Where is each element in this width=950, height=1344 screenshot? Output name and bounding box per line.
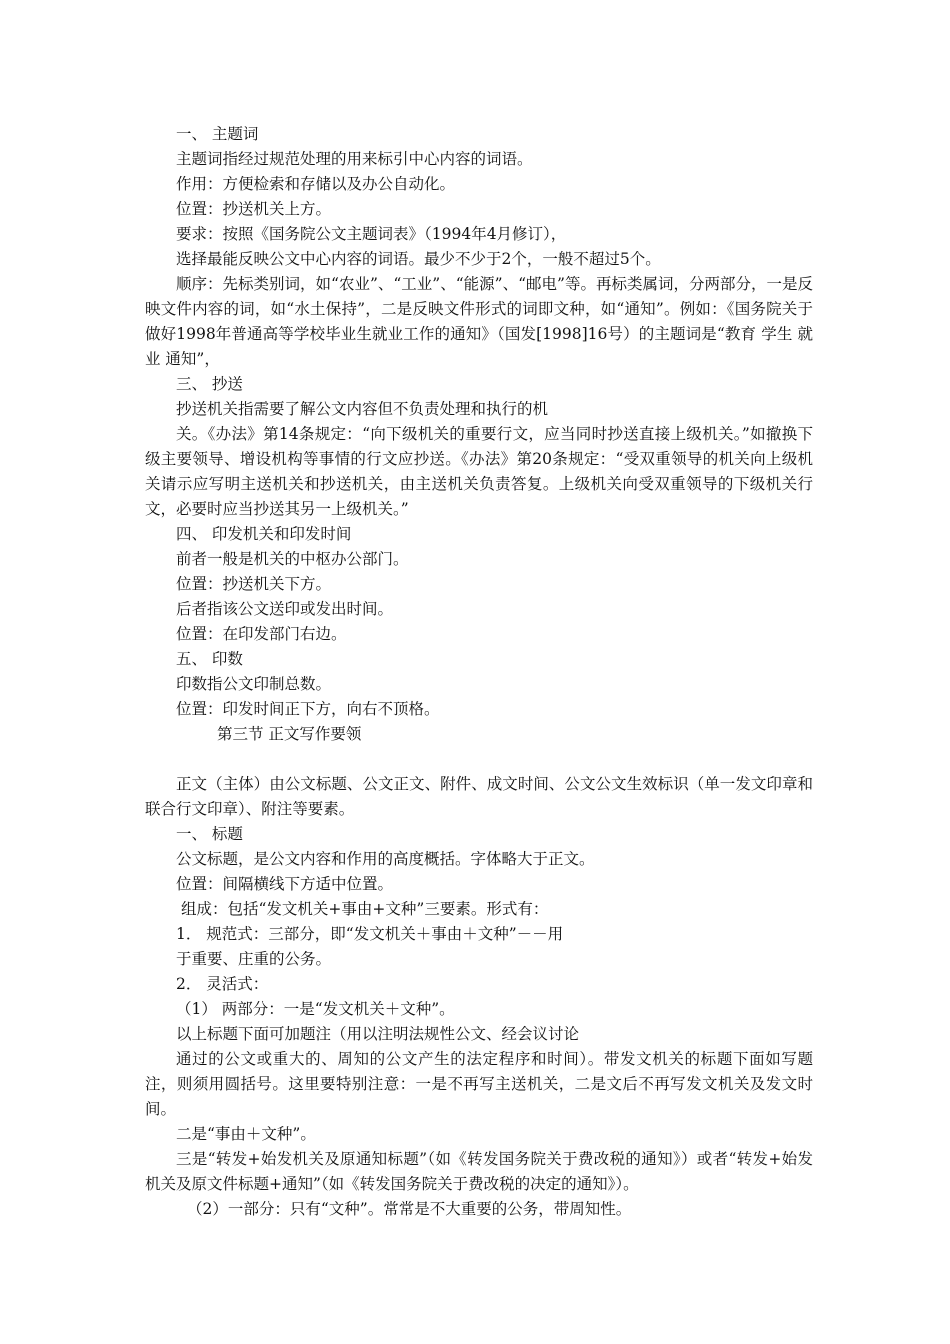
text-line: 于重要、庄重的公务。 xyxy=(176,950,332,968)
text-line: 位置：抄送机关下方。 xyxy=(176,575,332,593)
text-line: 主题词指经过规范处理的用来标引中心内容的词语。 xyxy=(176,150,533,168)
blank-line xyxy=(145,747,813,772)
heading-print-count: 五、 印数 xyxy=(176,650,243,668)
text-line: 后者指该公文送印或发出时间。 xyxy=(176,600,394,618)
text-line: 抄送机关指需要了解公文内容但不负责处理和执行的机 xyxy=(176,400,549,418)
text-line: 前者一般是机关的中枢办公部门。 xyxy=(176,550,409,568)
text-line: 组成：包括“发文机关+事由+文种”三要素。形式有： xyxy=(181,900,549,918)
paragraph-cc-rules: 关。《办法》第14条规定：“向下级机关的重要行文，应当同时抄送直接上级机关。”如撤换下级主要领导、增设机构等事情的行文应抄送。《办法》第20条规定：“受双重领导的机关向上级机关请示应写明主送机关和抄送机关，由主送机关负责答复。上级机关向受双重领导的下级机关行文，必要时应当抄送其另一上级机关。” xyxy=(145,425,813,518)
heading-cc: 三、 抄送 xyxy=(176,375,243,393)
heading-title: 一、 标题 xyxy=(176,825,243,843)
text-line: 公文标题，是公文内容和作用的高度概括。字体略大于正文。 xyxy=(176,850,595,868)
text-line: 作用：方便检索和存储以及办公自动化。 xyxy=(176,175,456,193)
section-title: 第三节 正文写作要领 xyxy=(217,725,362,743)
text-line: 选择最能反映公文中心内容的词语。最少不少于2个，一般不超过5个。 xyxy=(176,250,661,268)
heading-issuing-office: 四、 印发机关和印发时间 xyxy=(176,525,352,543)
list-item: 2． 灵活式： xyxy=(176,975,269,993)
text-line: 以上标题下面可加题注（用以注明法规性公文、经会议讨论 xyxy=(176,1025,580,1043)
text-line: 二是“事由＋文种”。 xyxy=(176,1125,316,1143)
paragraph-body-intro: 正文（主体）由公文标题、公文正文、附件、成文时间、公文公文生效标识（单一发文印章和联合行文印章）、附注等要素。 xyxy=(145,775,813,818)
text-line: 位置：间隔横线下方适中位置。 xyxy=(176,875,394,893)
text-line: 要求：按照《国务院公文主题词表》（1994年4月修订）， xyxy=(176,225,567,243)
list-item: （2）一部分：只有“文种”。常常是不大重要的公务，带周知性。 xyxy=(187,1200,632,1218)
text-line: 印数指公文印制总数。 xyxy=(176,675,332,693)
text-line: 位置：抄送机关上方。 xyxy=(176,200,332,218)
paragraph-annotation: 通过的公文或重大的、周知的公文产生的法定程序和时间）。带发文机关的标题下面如写题注，则须用圆括号。这里要特别注意：一是不再写主送机关，二是文后不再写发文机关及发文时间。 xyxy=(145,1050,813,1118)
list-item: （1） 两部分：一是“发文机关＋文种”。 xyxy=(176,1000,455,1018)
document-page xyxy=(145,122,813,1222)
text-line: 位置：印发时间正下方，向右不顶格。 xyxy=(176,700,440,718)
paragraph-forward: 三是“转发+始发机关及原通知标题”（如《转发国务院关于费改税的通知》）或者“转发+始发机关及原文件标题+通知”（如《转发国务院关于费改税的决定的通知》）。 xyxy=(145,1150,813,1193)
paragraph-order: 顺序：先标类别词，如“农业”、“工业”、“能源”、“邮电”等。再标类属词，分两部分，一是反映文件内容的词，如“水土保持”，二是反映文件形式的词即文种，如“通知”。例如：《国务院关于做好1998年普通高等学校毕业生就业工作的通知》（国发[1998]16号）的主题词是“教育 学生 就业 通知”， xyxy=(145,275,813,368)
list-item: 1． 规范式：三部分，即“发文机关＋事由＋文种”－－用 xyxy=(176,925,564,943)
text-line: 位置：在印发部门右边。 xyxy=(176,625,347,643)
heading-subject-terms: 一、 主题词 xyxy=(176,125,259,143)
